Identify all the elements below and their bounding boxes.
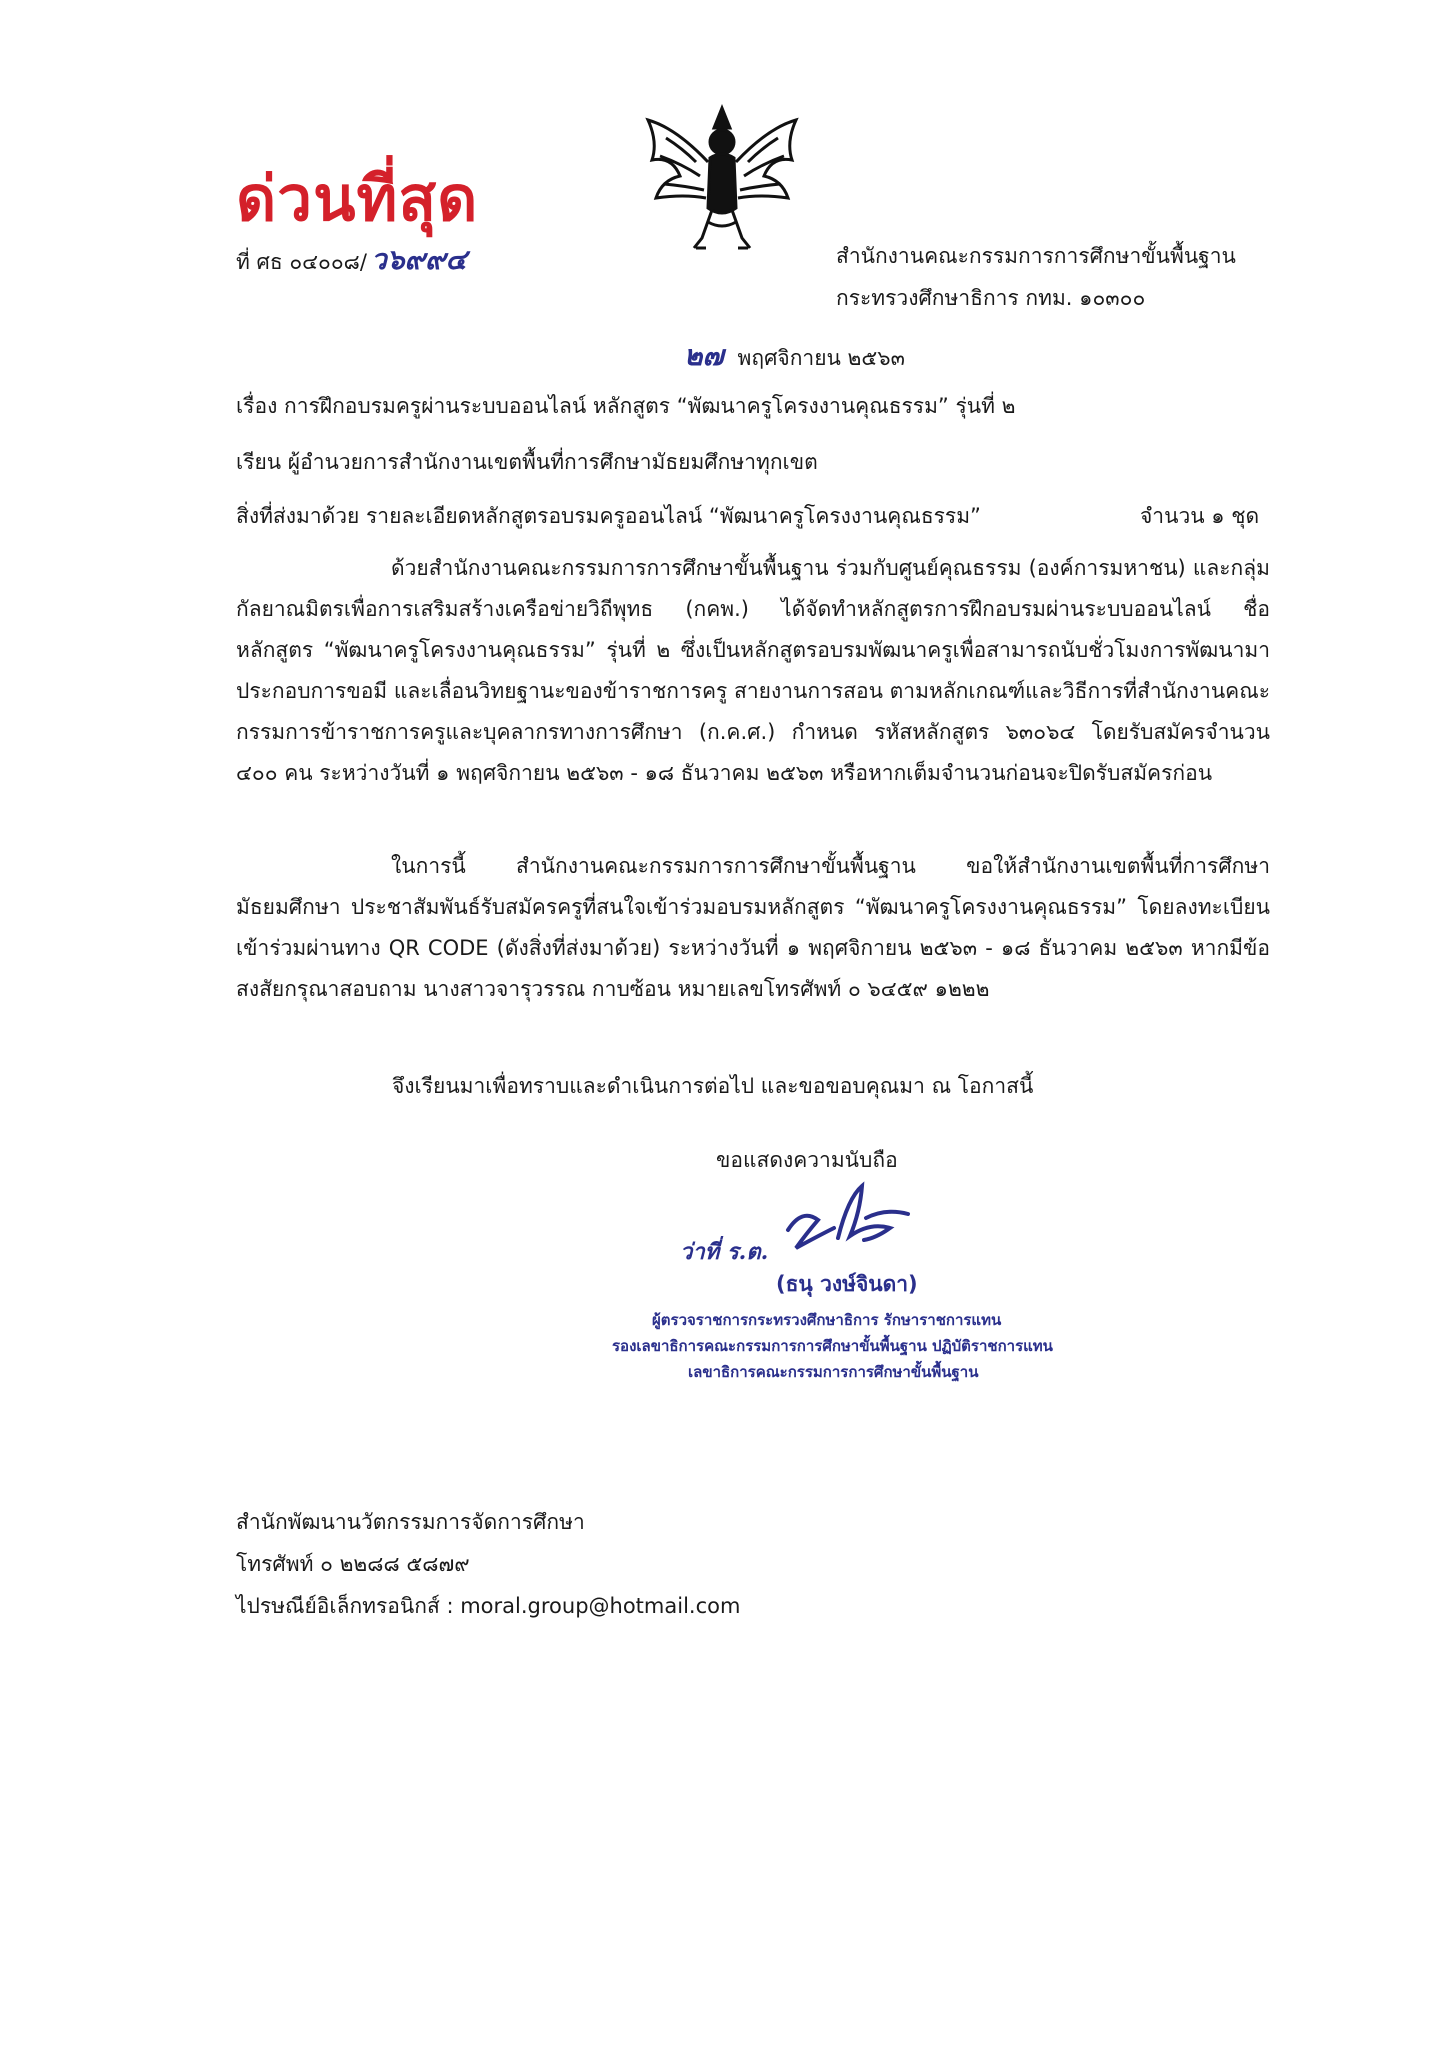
office-name: สำนักงานคณะกรรมการการศึกษาขั้นพื้นฐาน bbox=[836, 244, 1236, 268]
letter-subject: เรื่อง การฝึกอบรมครูผ่านระบบออนไลน์ หลักสูตร “พัฒนาครูโครงงานคุณธรรม” รุ่นที่ ๒ bbox=[236, 394, 1016, 418]
office-address: กระทรวงศึกษาธิการ กทม. ๑๐๓๐๐ bbox=[836, 286, 1146, 310]
letter-recipient: เรียน ผู้อำนวยการสำนักงานเขตพื้นที่การศึกษามัธยมศึกษาทุกเขต bbox=[236, 450, 818, 474]
signatory-title-1: ผู้ตรวจราชการกระทรวงศึกษาธิการ รักษาราชการแทน bbox=[652, 1311, 1002, 1329]
handwritten-signature-icon bbox=[778, 1178, 918, 1266]
footer-phone: โทรศัพท์ ๐ ๒๒๘๘ ๕๘๗๙ bbox=[236, 1552, 470, 1576]
signatory-title-3: เลขาธิการคณะกรรมการการศึกษาขั้นพื้นฐาน bbox=[688, 1363, 979, 1381]
document-reference bbox=[236, 238, 467, 282]
reference-handwritten: ว๖๙๙๔ bbox=[370, 243, 467, 276]
body-paragraph-1: ด้วยสำนักงานคณะกรรมการการศึกษาขั้นพื้นฐาน ร่วมกับศูนย์คุณธรรม (องค์การมหาชน) และกลุ่มกัลยาณมิตรเพื่อการเสริมสร้างเครือข่ายวิถีพุทธ (กคพ.) ได้จัดทำหลักสูตรการฝึกอบรมผ่านระบบออนไลน์ ชื่อหลักสูตร “พัฒนาครูโครงงานคุณธรรม” รุ่นที่ ๒ ซึ่งเป็นหลักสูตรอบรมพัฒนาครูเพื่อสามารถนับชั่วโมงการพัฒนามาประกอบการขอมี และเลื่อนวิทยฐานะของข้าราชการครู สายงานการสอน ตามหลักเกณฑ์และวิธีการที่สำนักงานคณะกรรมการข้าราชการครูและบุคลากรทางการศึกษา (ก.ค.ศ.) กำหนด รหัสหลักสูตร ๖๓๐๖๔ โดยรับสมัครจำนวน ๔๐๐ คน ระหว่างวันที่ ๑ พฤศจิกายน ๒๕๖๓ - ๑๘ ธันวาคม ๒๕๖๓ หรือหากเต็มจำนวนก่อนจะปิดรับสมัครก่อน bbox=[236, 556, 1270, 785]
enclosure-count: จำนวน ๑ ชุด bbox=[1140, 504, 1260, 528]
signatory-rank: ว่าที่ ร.ต. bbox=[680, 1239, 769, 1265]
closing-sentence: จึงเรียนมาเพื่อทราบและดำเนินการต่อไป และขอขอบคุณมา ณ โอกาสนี้ bbox=[392, 1074, 1034, 1098]
signatory-title-2: รองเลขาธิการคณะกรรมการการศึกษาขั้นพื้นฐาน ปฏิบัติราชการแทน bbox=[612, 1337, 1053, 1355]
date-day-handwritten: ๒๗ bbox=[684, 339, 724, 372]
footer-email: ไปรษณีย์อิเล็กทรอนิกส์ : moral.group@hotmail.com bbox=[236, 1594, 741, 1618]
signatory-name: (ธนุ วงษ์จินดา) bbox=[776, 1272, 918, 1296]
footer-department: สำนักพัฒนานวัตกรรมการจัดการศึกษา bbox=[236, 1510, 585, 1534]
garuda-emblem-icon bbox=[636, 98, 808, 260]
letter-enclosure: สิ่งที่ส่งมาด้วย รายละเอียดหลักสูตรอบรมครูออนไลน์ “พัฒนาครูโครงงานคุณธรรม” bbox=[236, 504, 981, 528]
regards-line: ขอแสดงความนับถือ bbox=[716, 1148, 898, 1172]
reference-printed: ที่ ศธ ๐๔๐๐๘/ bbox=[236, 250, 367, 274]
document-date bbox=[684, 334, 905, 378]
body-paragraph-2: ในการนี้ สำนักงานคณะกรรมการการศึกษาขั้นพื้นฐาน ขอให้สำนักงานเขตพื้นที่การศึกษามัธยมศึกษา ประชาสัมพันธ์รับสมัครครูที่สนใจเข้าร่วมอบรมหลักสูตร “พัฒนาครูโครงงานคุณธรรม” โดยลงทะเบียนเข้าร่วมผ่านทาง QR CODE (ดังสิ่งที่ส่งมาด้วย) ระหว่างวันที่ ๑ พฤศจิกายน ๒๕๖๓ - ๑๘ ธันวาคม ๒๕๖๓ หากมีข้อสงสัยกรุณาสอบถาม นางสาวจารุวรรณ กาบซ้อน หมายเลขโทรศัพท์ ๐ ๖๔๕๙ ๑๒๒๒ bbox=[236, 854, 1270, 1001]
date-month-year: พฤศจิกายน ๒๕๖๓ bbox=[737, 346, 905, 370]
urgency-stamp: ด่วนที่สุด bbox=[236, 162, 479, 235]
